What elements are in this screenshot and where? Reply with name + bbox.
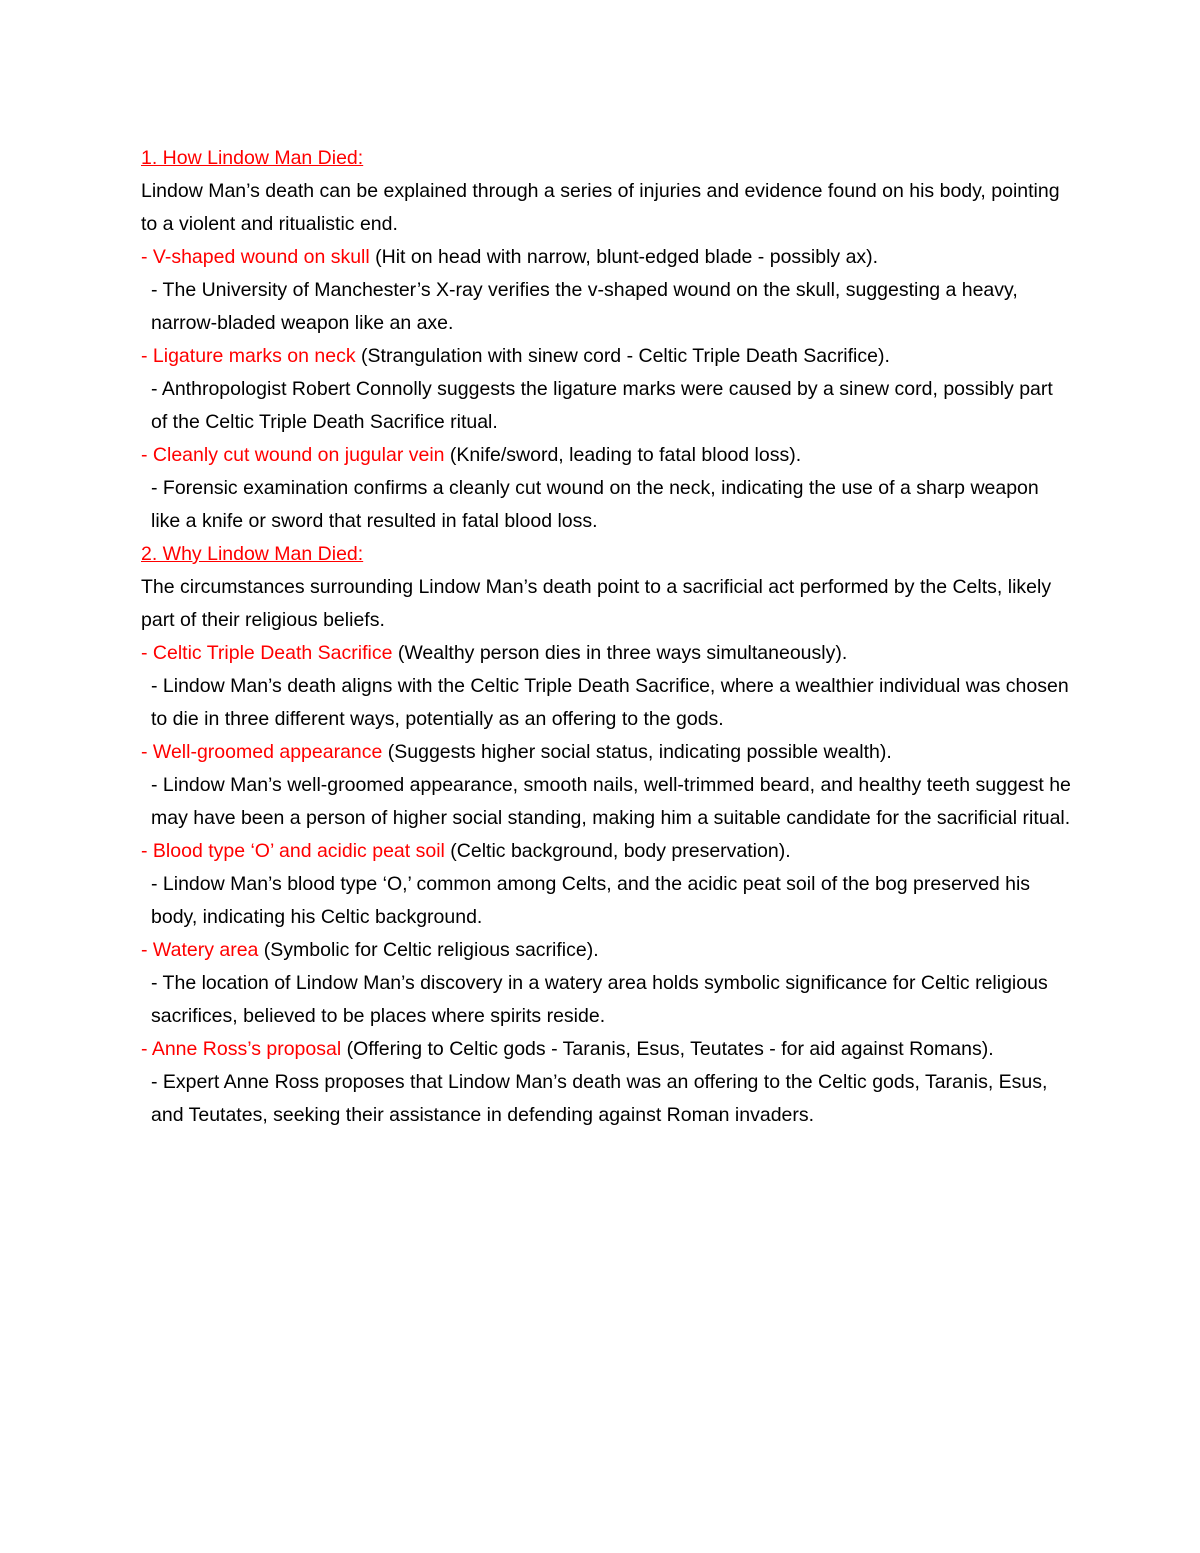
evidence-item <box>141 241 1071 340</box>
section-heading: 1. How Lindow Man Died: <box>141 147 364 169</box>
evidence-detail: (Wealthy person dies in three ways simultaneously). <box>392 642 848 664</box>
evidence-explanation: - Lindow Man’s well-groomed appearance, smooth nails, well-trimmed beard, and healthy teeth suggest he may have been a person of higher social standing, making him a suitable candidate for the sacrificial ritual. <box>151 774 1071 829</box>
evidence-explanation: - Forensic examination confirms a cleanly cut wound on the neck, indicating the use of a sharp weapon like a knife or sword that resulted in fatal blood loss. <box>151 477 1039 532</box>
evidence-explanation: - Lindow Man’s death aligns with the Celtic Triple Death Sacrifice, where a wealthier individual was chosen to die in three different ways, potentially as an offering to the gods. <box>151 675 1069 730</box>
evidence-item <box>141 934 1071 1033</box>
evidence-item <box>141 637 1071 736</box>
section-how-died <box>141 142 1071 538</box>
evidence-detail: (Celtic background, body preservation). <box>444 840 791 862</box>
evidence-key: - Watery area <box>141 939 259 961</box>
section-intro: The circumstances surrounding Lindow Man’s death point to a sacrificial act performed by the Celts, likely part of their religious beliefs. <box>141 576 1052 631</box>
evidence-detail: (Hit on head with narrow, blunt-edged blade - possibly ax). <box>369 246 879 268</box>
section-heading: 2. Why Lindow Man Died: <box>141 543 364 565</box>
evidence-key: - Blood type ‘O’ and acidic peat soil <box>141 840 445 862</box>
evidence-detail: (Symbolic for Celtic religious sacrifice). <box>258 939 599 961</box>
evidence-key: - V-shaped wound on skull <box>141 246 370 268</box>
evidence-explanation: - The University of Manchester’s X-ray verifies the v-shaped wound on the skull, suggesting a heavy, narrow-bladed weapon like an axe. <box>151 279 1018 334</box>
section-why-died <box>141 538 1071 1132</box>
evidence-key: - Cleanly cut wound on jugular vein <box>141 444 445 466</box>
evidence-key: - Anne Ross’s proposal <box>141 1038 342 1060</box>
evidence-key: - Ligature marks on neck <box>141 345 356 367</box>
evidence-item <box>141 340 1071 439</box>
evidence-detail: (Suggests higher social status, indicating possible wealth). <box>382 741 892 763</box>
evidence-key: - Celtic Triple Death Sacrifice <box>141 642 393 664</box>
section-intro: Lindow Man’s death can be explained through a series of injuries and evidence found on his body, pointing to a violent and ritualistic end. <box>141 180 1060 235</box>
evidence-item <box>141 835 1071 934</box>
evidence-detail: (Offering to Celtic gods - Taranis, Esus, Teutates - for aid against Romans). <box>341 1038 994 1060</box>
evidence-detail: (Strangulation with sinew cord - Celtic Triple Death Sacrifice). <box>355 345 890 367</box>
evidence-explanation: - Lindow Man’s blood type ‘O,’ common among Celts, and the acidic peat soil of the bog preserved his body, indicating his Celtic background. <box>151 873 1031 928</box>
document-page <box>141 142 1071 1132</box>
evidence-item <box>141 736 1071 835</box>
evidence-explanation: - Expert Anne Ross proposes that Lindow Man’s death was an offering to the Celtic gods, Taranis, Esus, and Teutates, seeking their assistance in defending against Roman invaders. <box>151 1071 1048 1126</box>
evidence-item <box>141 1033 1071 1132</box>
evidence-explanation: - The location of Lindow Man’s discovery in a watery area holds symbolic significance for Celtic religious sacrifices, believed to be places where spirits reside. <box>151 972 1048 1027</box>
evidence-detail: (Knife/sword, leading to fatal blood loss). <box>444 444 802 466</box>
evidence-item <box>141 439 1071 538</box>
evidence-key: - Well-groomed appearance <box>141 741 383 763</box>
evidence-explanation: - Anthropologist Robert Connolly suggests the ligature marks were caused by a sinew cord, possibly part of the Celtic Triple Death Sacrifice ritual. <box>151 378 1053 433</box>
